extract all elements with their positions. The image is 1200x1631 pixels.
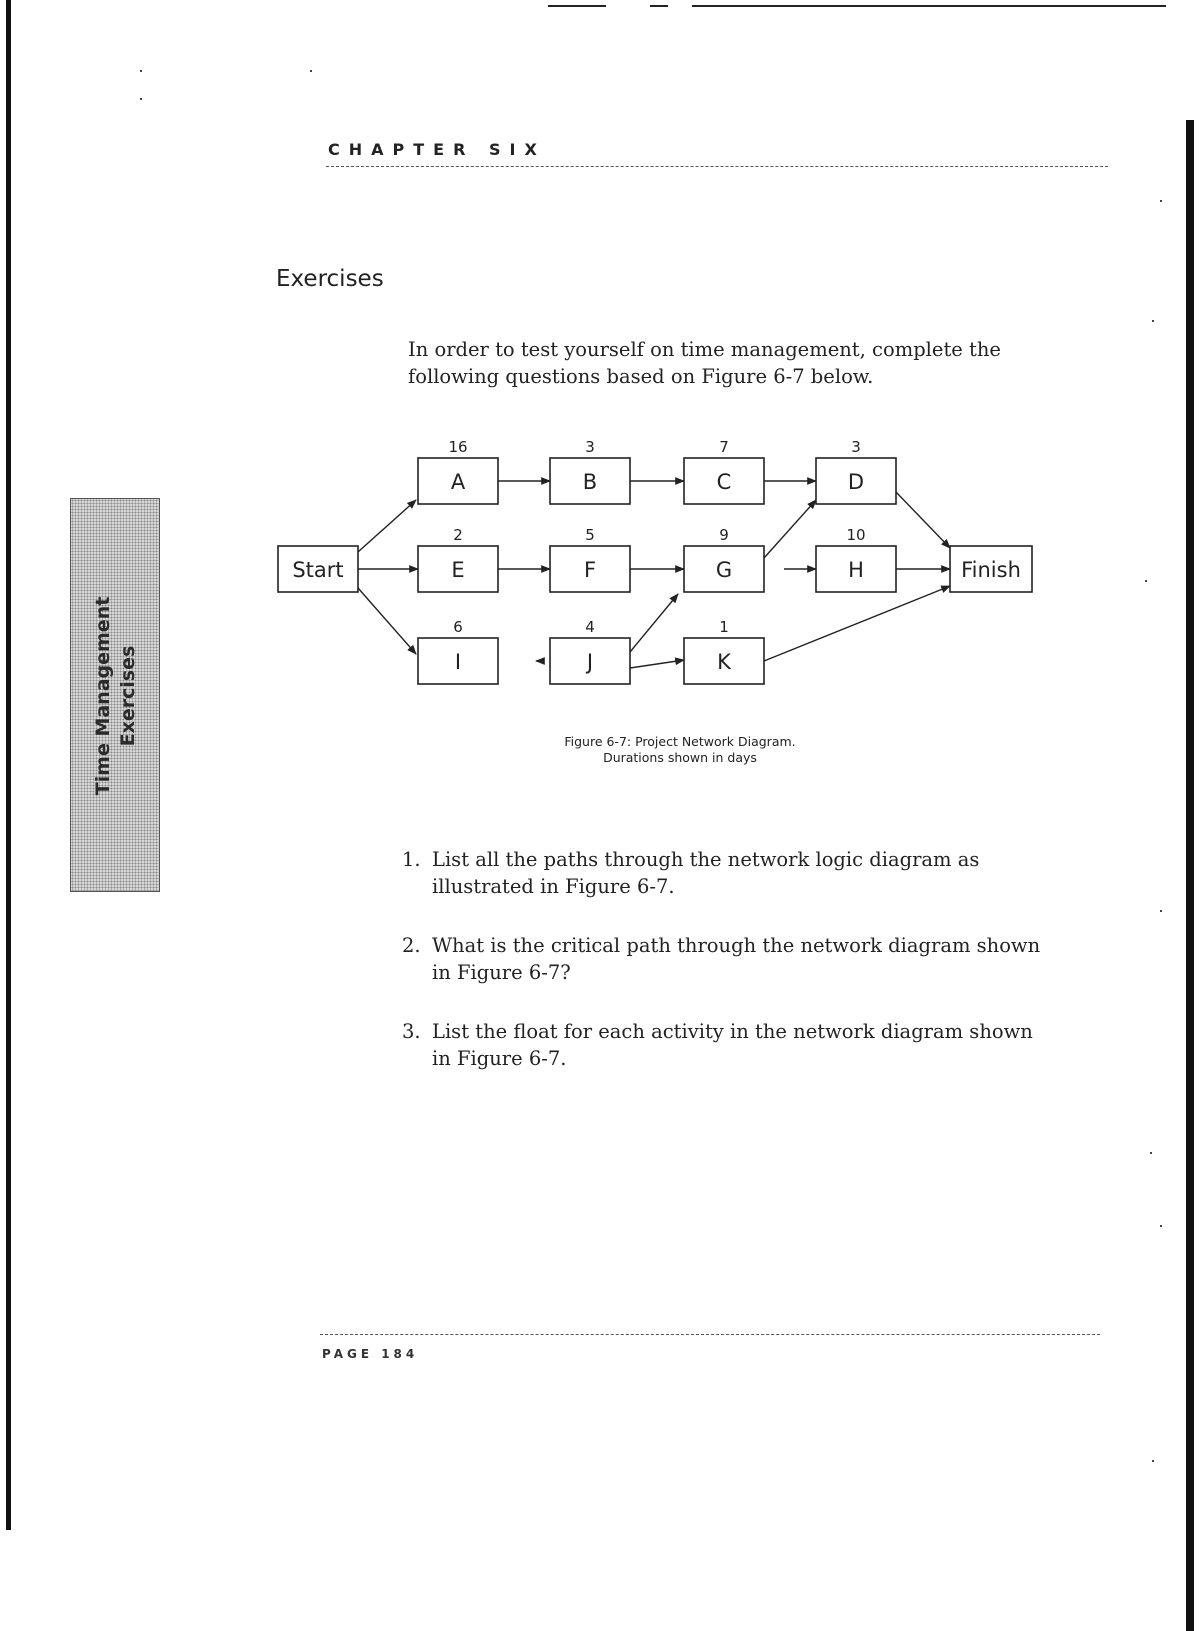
activity-node-g — [684, 526, 764, 592]
duration-label: 1 — [719, 618, 729, 636]
scan-edge-left — [6, 0, 11, 1530]
edge-j-k — [630, 660, 684, 668]
edge-k-finish — [764, 586, 950, 661]
edge-g-d — [764, 500, 816, 558]
duration-label: 7 — [719, 438, 729, 456]
intro-line: In order to test yourself on time management, complete the — [408, 338, 1001, 361]
header-rule — [326, 166, 1108, 167]
activity-node-a — [418, 438, 498, 504]
start-node — [278, 546, 358, 592]
top-rule-segment — [548, 5, 606, 7]
activity-node-d — [816, 438, 896, 504]
scan-speck — [1160, 200, 1162, 202]
scan-speck — [1150, 1152, 1152, 1154]
edge-d-finish — [896, 492, 950, 548]
duration-label: 6 — [453, 618, 463, 636]
duration-label: 16 — [448, 438, 468, 456]
side-tab-line: Time Management — [92, 596, 114, 796]
edge-j-g — [630, 594, 678, 652]
caption-line: Figure 6-7: Project Network Diagram. — [564, 734, 796, 749]
edge-start-i — [358, 588, 416, 654]
page-number: PAGE 184 — [322, 1347, 419, 1361]
activity-node-f — [550, 526, 630, 592]
duration-label: 3 — [585, 438, 595, 456]
node-label: K — [717, 650, 731, 674]
duration-label: 2 — [453, 526, 463, 544]
node-label: C — [716, 470, 732, 494]
scan-speck — [310, 70, 312, 72]
side-tab-line: Exercises — [117, 645, 139, 747]
network-diagram — [270, 428, 1040, 698]
question-item — [402, 932, 1042, 986]
activity-node-j — [550, 618, 630, 684]
finish-node — [950, 546, 1032, 592]
scan-speck — [140, 70, 142, 72]
edge-start-a — [358, 500, 416, 552]
duration-label: 5 — [585, 526, 595, 544]
question-item — [402, 846, 1042, 900]
node-label: H — [848, 558, 864, 582]
activity-node-k — [684, 618, 764, 684]
question-list — [402, 846, 1042, 1104]
duration-label: 9 — [719, 526, 729, 544]
activity-node-e — [418, 526, 498, 592]
question-item — [402, 1018, 1042, 1072]
top-rule-segment — [692, 5, 1166, 7]
side-tab-label — [91, 506, 141, 886]
node-label: B — [582, 470, 598, 494]
activity-node-h — [816, 526, 896, 592]
figure-caption — [470, 734, 890, 766]
question-text: What is the critical path through the network diagram shown in Figure 6-7? — [432, 934, 1041, 984]
scan-speck — [1145, 580, 1147, 582]
activity-node-b — [550, 438, 630, 504]
top-rule-segment — [650, 5, 668, 7]
duration-label: 10 — [846, 526, 866, 544]
duration-label: 3 — [851, 438, 861, 456]
node-label: A — [450, 470, 466, 494]
node-label: F — [583, 558, 597, 582]
scan-speck — [1160, 910, 1162, 912]
node-label: I — [454, 650, 462, 674]
node-label: J — [586, 650, 594, 674]
scan-speck — [1152, 320, 1154, 322]
node-label: E — [451, 558, 465, 582]
duration-label: 4 — [585, 618, 595, 636]
node-label: D — [847, 470, 865, 494]
section-title: Exercises — [276, 266, 384, 292]
scan-speck — [1152, 1460, 1154, 1462]
question-text: List all the paths through the network logic diagram as illustrated in Figure 6-7. — [432, 848, 980, 898]
scan-speck — [1160, 1225, 1162, 1227]
question-number: 3. — [402, 1020, 421, 1043]
side-tab — [70, 498, 160, 892]
node-label: G — [715, 558, 733, 582]
intro-paragraph — [408, 336, 1008, 390]
activity-node-i — [418, 618, 498, 684]
node-label: Start — [292, 558, 344, 582]
question-number: 1. — [402, 848, 421, 871]
intro-line: following questions based on Figure 6-7 below. — [408, 365, 874, 388]
chapter-header: CHAPTER SIX — [328, 140, 546, 159]
question-text: List the float for each activity in the network diagram shown in Figure 6-7. — [432, 1020, 1033, 1070]
scan-speck — [140, 98, 142, 100]
scan-edge-right — [1186, 120, 1194, 1631]
question-number: 2. — [402, 934, 421, 957]
node-label: Finish — [961, 558, 1021, 582]
diagram-nodes — [278, 438, 1032, 684]
footer-rule — [320, 1334, 1100, 1335]
activity-node-c — [684, 438, 764, 504]
caption-line: Durations shown in days — [603, 750, 757, 765]
